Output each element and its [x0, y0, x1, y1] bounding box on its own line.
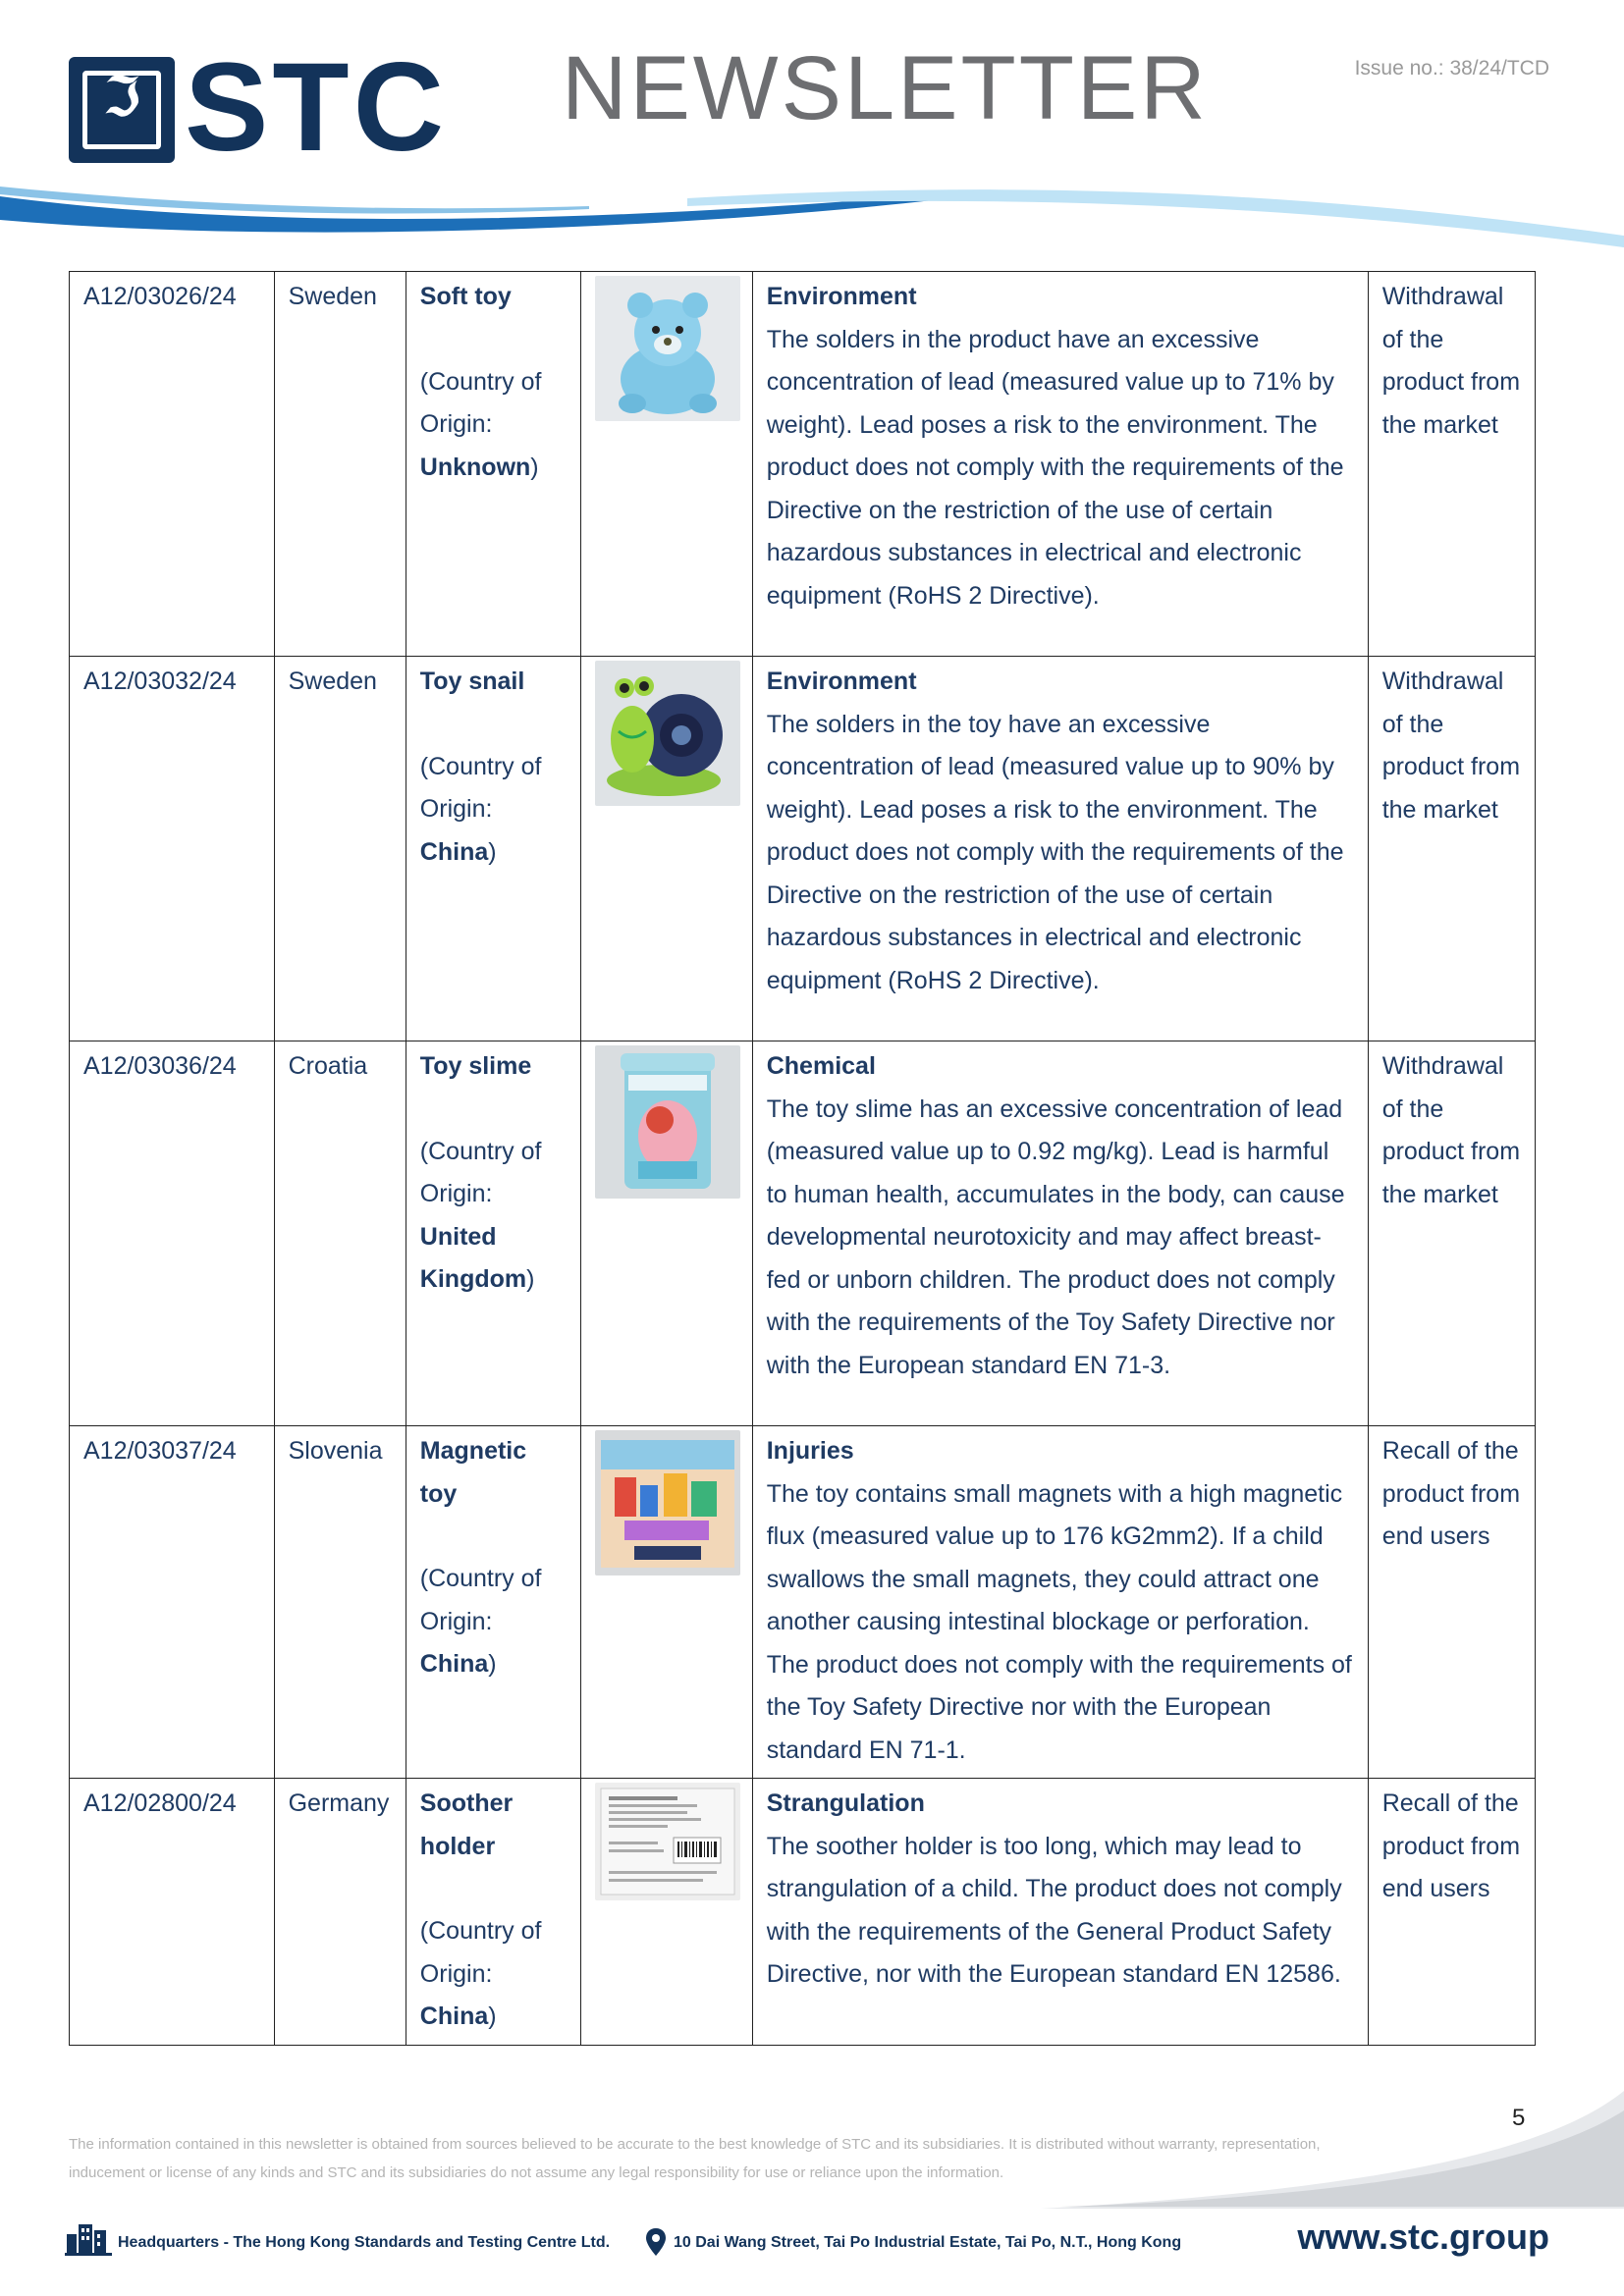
origin-prefix: (Country of Origin:: [419, 1917, 542, 1988]
product-cell: [406, 272, 580, 657]
product-name: Toy slime: [419, 1052, 532, 1080]
reference-cell: A12/03026/24: [70, 272, 275, 657]
reference-cell: A12/03032/24: [70, 657, 275, 1041]
table-row: [70, 1426, 1536, 1779]
blue-teddy-bear-photo: [595, 276, 740, 421]
origin-suffix: ): [488, 837, 497, 866]
product-cell: [406, 1041, 580, 1426]
origin-prefix: (Country of Origin:: [419, 1137, 542, 1207]
table-row: [70, 1779, 1536, 2046]
measures-cell: Recall of the product from end users: [1368, 1426, 1535, 1779]
risk-description: The soother holder is too long, which may lead to strangulation of a child. The product does not comply with the requirements of the General Product Safety Directive, nor with the European standard EN 12586.: [766, 1832, 1342, 1988]
location-pin-icon: [646, 2228, 666, 2261]
magnetic-sticks-box-photo: [595, 1430, 740, 1575]
header-swoosh: [0, 177, 1624, 255]
origin-country: China: [419, 2002, 489, 2030]
measures-cell: Recall of the product from end users: [1368, 1779, 1535, 2046]
table-row: [70, 1041, 1536, 1426]
website-link[interactable]: www.stc.group: [1297, 2216, 1549, 2257]
measures-cell: Withdrawal of the product from the market: [1368, 272, 1535, 657]
description-cell: [752, 657, 1368, 1041]
origin-suffix: ): [488, 2002, 497, 2030]
product-name: Soft toy: [419, 283, 512, 310]
risk-type: Strangulation: [766, 1789, 925, 1817]
table-row: [70, 657, 1536, 1041]
country-cell: Sweden: [274, 657, 406, 1041]
country-cell: Slovenia: [274, 1426, 406, 1779]
measures-cell: Withdrawal of the product from the market: [1368, 657, 1535, 1041]
country-cell: Sweden: [274, 272, 406, 657]
reference-cell: A12/03037/24: [70, 1426, 275, 1779]
product-name: Magnetic toy: [419, 1437, 527, 1508]
product-cell: [406, 657, 580, 1041]
address-text: 10 Dai Wang Street, Tai Po Industrial Estate, Tai Po, N.T., Hong Kong: [674, 2234, 1182, 2251]
building-icon: [65, 2220, 112, 2261]
description-cell: [752, 1041, 1368, 1426]
origin-suffix: ): [526, 1265, 535, 1293]
origin-country: Unknown: [419, 453, 531, 481]
product-cell: [406, 1426, 580, 1779]
photo-cell: [580, 657, 752, 1041]
country-cell: Croatia: [274, 1041, 406, 1426]
photo-cell: [580, 1041, 752, 1426]
disclaimer: The information contained in this newsletter is obtained from sources believed to be accurate to the best knowledge of STC and its subsidiaries. It is distributed without warranty, representation, inducement or license of any kinds and STC and its subsidiaries do not assume any legal responsibility for use or reliance upon the information.: [69, 2136, 1321, 2181]
description-cell: [752, 272, 1368, 657]
origin-prefix: (Country of Origin:: [419, 1565, 542, 1635]
slime-tub-photo: [595, 1045, 740, 1199]
origin-suffix: ): [488, 1650, 497, 1678]
issue-number: Issue no.: 38/24/TCD: [1354, 57, 1549, 80]
description-cell: [752, 1426, 1368, 1779]
logo-text: STC: [185, 37, 448, 178]
origin-prefix: (Country of Origin:: [419, 752, 542, 823]
country-cell: Germany: [274, 1779, 406, 2046]
measures-cell: Withdrawal of the product from the market: [1368, 1041, 1535, 1426]
risk-description: The toy slime has an excessive concentration of lead (measured value up to 0.92 mg/kg). Lead is harmful to human health, accumulates in the body, can cause developmental neurotoxicity and may affect breast-fed or unborn children. The product does not comply with the requirements of the Toy Safety Directive nor with the European standard EN 71-3.: [766, 1095, 1345, 1379]
photo-cell: [580, 272, 752, 657]
origin-prefix: (Country of Origin:: [419, 367, 542, 438]
description-cell: [752, 1779, 1368, 2046]
product-name: Soother holder: [419, 1789, 514, 1860]
risk-type: Injuries: [766, 1437, 854, 1465]
reference-cell: A12/03036/24: [70, 1041, 275, 1426]
risk-type: Chemical: [766, 1052, 876, 1080]
newsletter-title: NEWSLETTER: [562, 38, 1209, 138]
photo-cell: [580, 1779, 752, 2046]
origin-country: China: [419, 1650, 489, 1678]
risk-type: Environment: [766, 283, 917, 310]
origin-suffix: ): [530, 453, 539, 481]
page-number: 5: [1512, 2105, 1526, 2131]
green-snail-toy-photo: [595, 661, 740, 806]
product-name: Toy snail: [419, 667, 525, 695]
product-cell: [406, 1779, 580, 2046]
headquarters-text: Headquarters - The Hong Kong Standards and Testing Centre Ltd.: [118, 2234, 611, 2251]
recall-table: [69, 271, 1536, 2046]
origin-country: United Kingdom: [419, 1222, 527, 1293]
risk-description: The solders in the product have an excessive concentration of lead (measured value up to 71% by weight). Lead poses a risk to the environment. The product does not comply with the requirements of the Directive on the restriction of the use of certain hazardous substances in electrical and electronic equipment (RoHS 2 Directive).: [766, 325, 1344, 610]
stc-logo-mark-icon: ℑ: [69, 57, 175, 163]
risk-type: Environment: [766, 667, 917, 695]
reference-cell: A12/02800/24: [70, 1779, 275, 2046]
table-row: [70, 272, 1536, 657]
photo-cell: [580, 1426, 752, 1779]
origin-country: China: [419, 837, 489, 866]
risk-description: The solders in the toy have an excessive concentration of lead (measured value up to 90% by weight). Lead poses a risk to the environment. The product does not comply with the requirements of the Directive on the restriction of the use of certain hazardous substances in electrical and electronic equipment (RoHS 2 Directive).: [766, 710, 1344, 994]
soother-holder-package-photo: [595, 1783, 740, 1900]
stc-logo: [69, 37, 461, 178]
risk-description: The toy contains small magnets with a high magnetic flux (measured value up to 176 kG2mm2). If a child swallows the small magnets, they could attract one another causing intestinal blockage or perforation. The product does not comply with the requirements of the Toy Safety Directive nor with the European standard EN 71-1.: [766, 1479, 1352, 1764]
